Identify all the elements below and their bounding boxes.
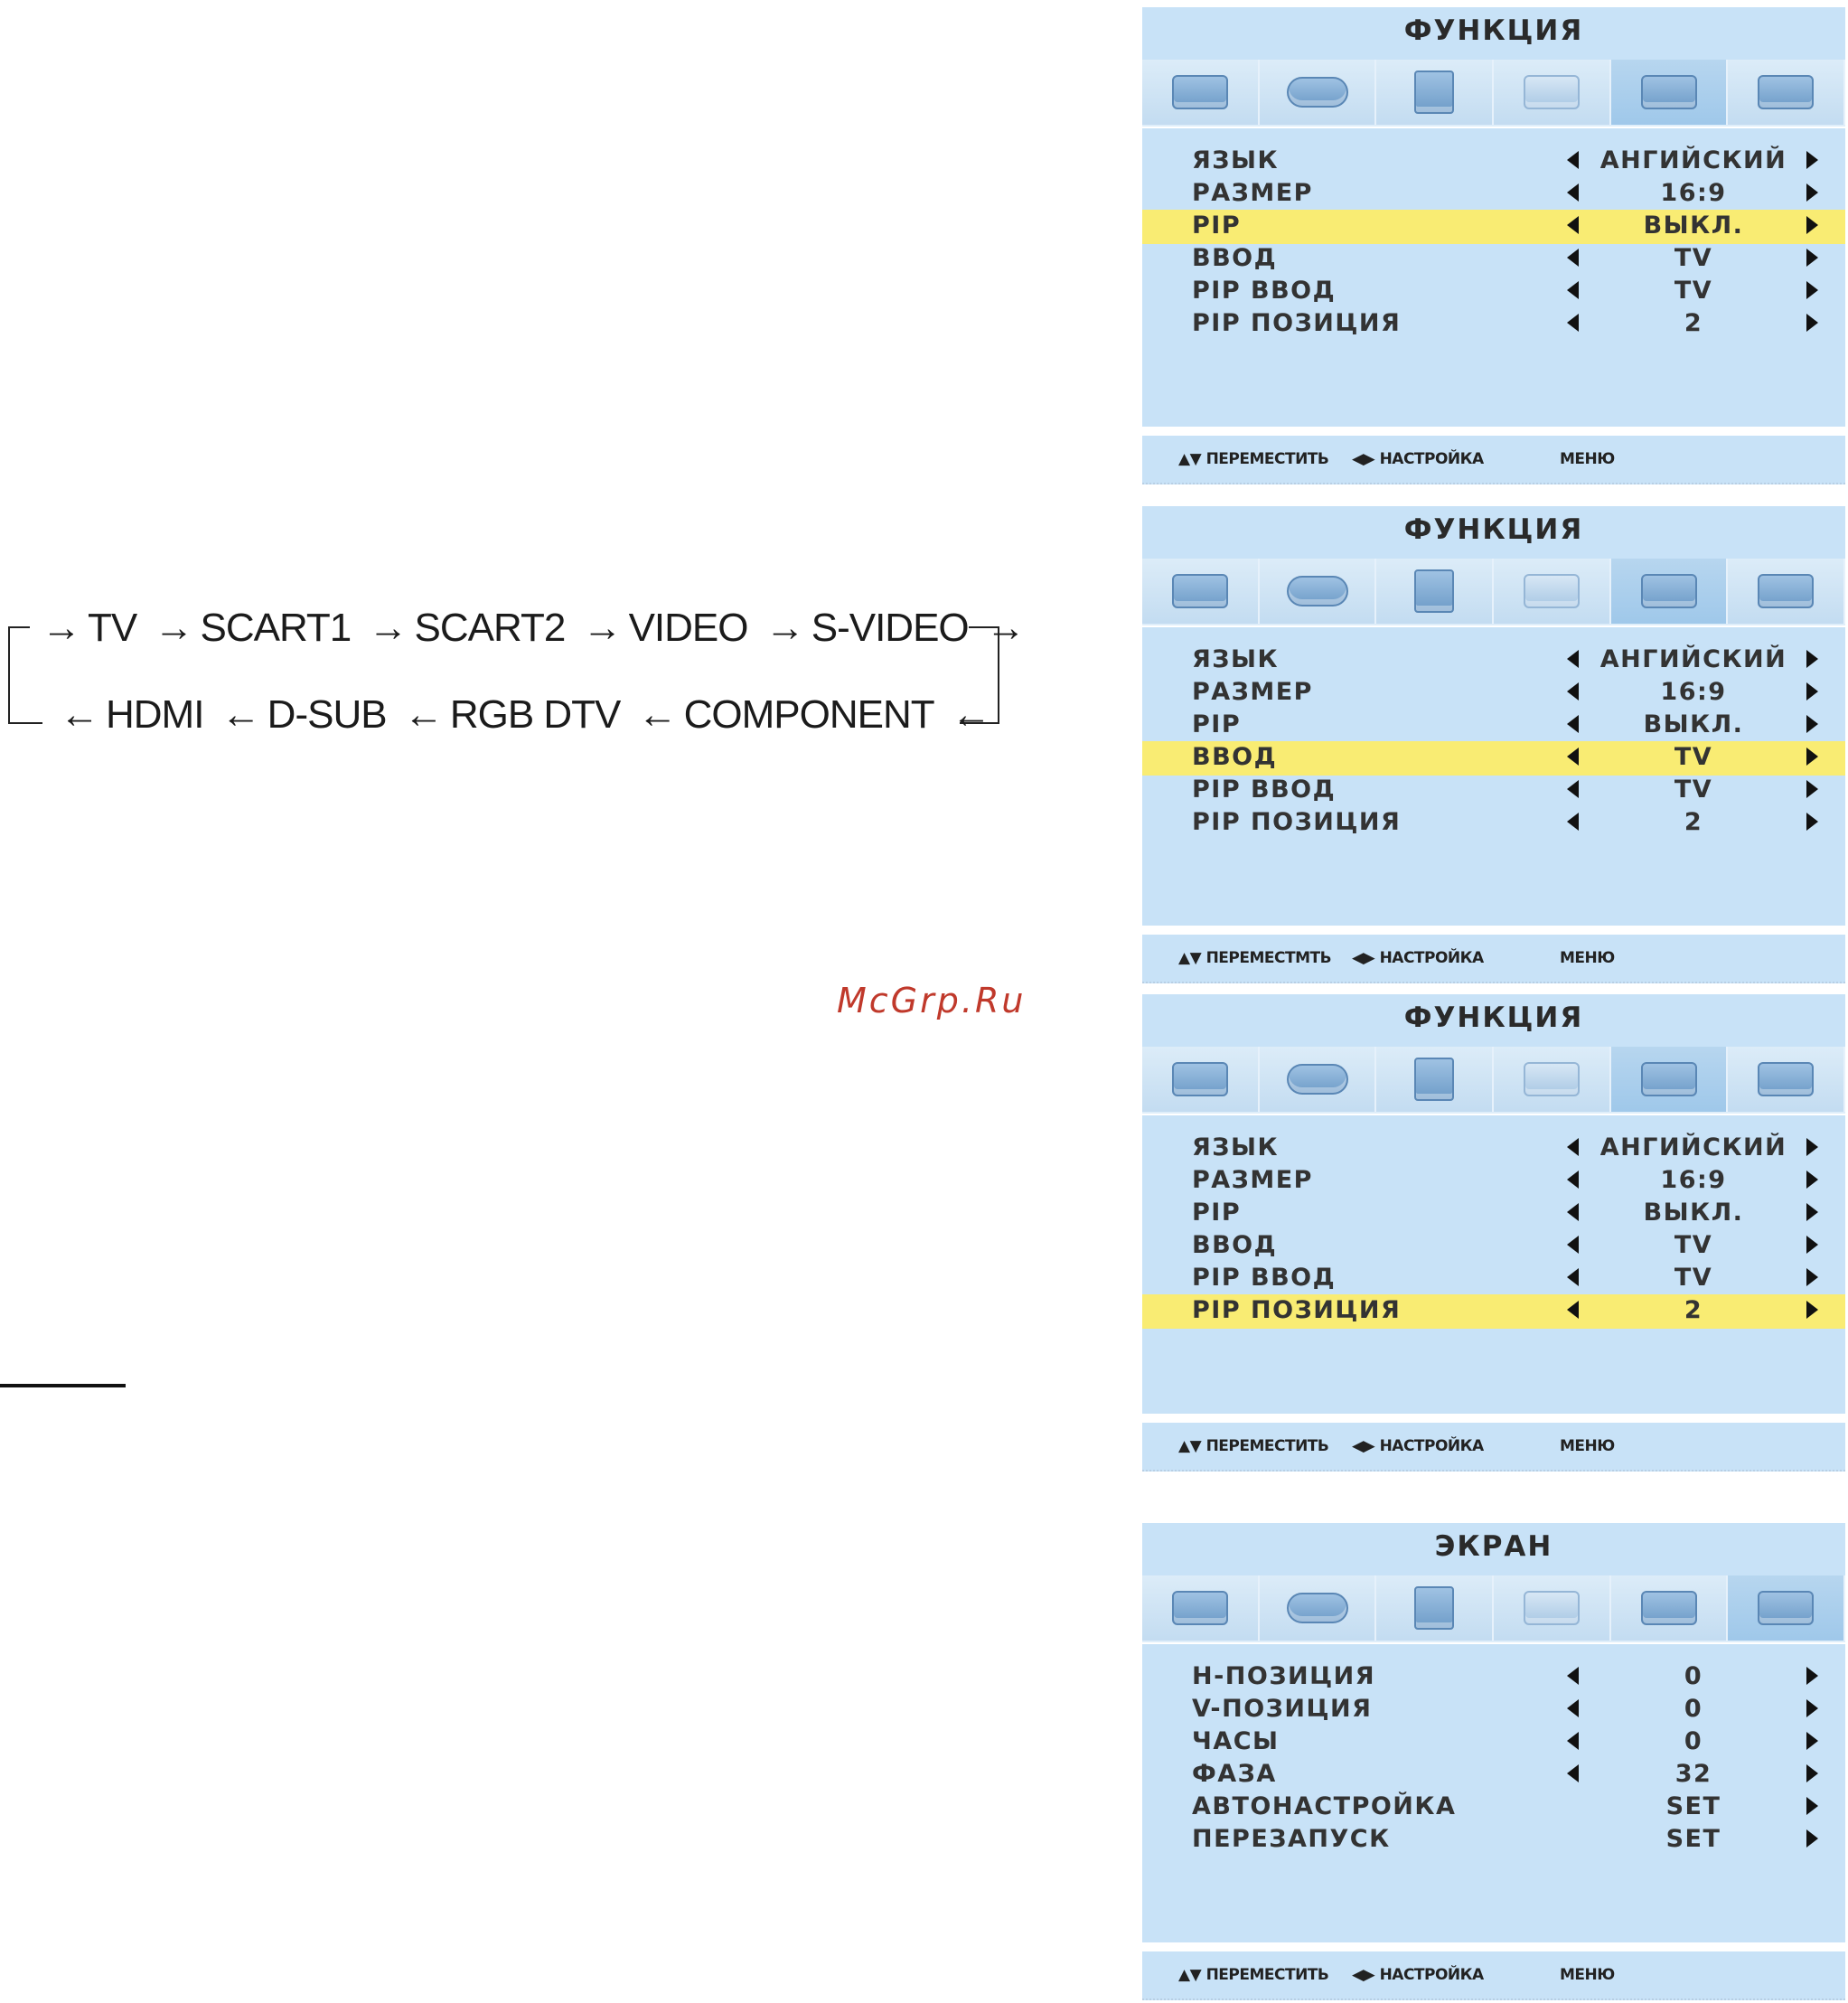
arrow-right-icon[interactable]: [1806, 1829, 1818, 1848]
menu-title: ЭКРАН: [1142, 1523, 1845, 1575]
cycle-bracket-left: [8, 626, 30, 724]
menu-footer-hints: [1142, 436, 1845, 484]
function-icon: [1641, 75, 1697, 109]
arrow-right-icon[interactable]: [1806, 1764, 1818, 1782]
arrow-right-icon: →: [582, 606, 622, 650]
menu-item[interactable]: [1142, 1262, 1845, 1296]
source-tv: TV: [88, 606, 137, 650]
function-icon: [1641, 574, 1697, 608]
menu-item-list: [1142, 1114, 1845, 1414]
arrow-left-icon[interactable]: [1567, 249, 1579, 267]
menu-item-value: 2: [1684, 309, 1703, 337]
arrow-right-icon[interactable]: [1806, 650, 1818, 668]
arrow-left-icon[interactable]: [1567, 1301, 1579, 1319]
hint-adjust: ◀▶ НАСТРОЙКА: [1352, 1966, 1484, 1984]
hint-move: ▲▼ ПЕРЕМЕСТМТЬ: [1178, 949, 1332, 967]
tab-function[interactable]: [1611, 559, 1729, 624]
arrow-left-icon[interactable]: [1567, 1764, 1579, 1782]
menu-item[interactable]: [1142, 1294, 1845, 1329]
tab-screen[interactable]: [1728, 559, 1845, 624]
arrow-right-icon[interactable]: [1806, 1171, 1818, 1189]
arrow-right-icon[interactable]: [1806, 314, 1818, 332]
menu-item-label: PIP: [1192, 1199, 1242, 1227]
arrow-right-icon[interactable]: [1806, 249, 1818, 267]
arrow-left-icon[interactable]: [1567, 748, 1579, 766]
menu-item-value: ВЫКЛ.: [1643, 710, 1744, 738]
cycle-row-forward: [38, 606, 1028, 651]
menu-item[interactable]: [1142, 644, 1845, 678]
hint-menu: МЕНЮ: [1560, 1966, 1615, 1984]
arrow-left-icon[interactable]: [1567, 281, 1579, 299]
tab-function[interactable]: [1611, 1047, 1729, 1112]
arrow-right-icon[interactable]: [1806, 780, 1818, 798]
osd-menu-4: [1142, 1523, 1845, 2000]
timer-icon: [1524, 574, 1580, 608]
menu-item[interactable]: [1142, 1229, 1845, 1264]
screen-icon: [1758, 574, 1814, 608]
menu-item[interactable]: [1142, 806, 1845, 841]
arrow-left-icon[interactable]: [1567, 715, 1579, 733]
arrow-right-icon[interactable]: [1806, 1301, 1818, 1319]
hint-menu: МЕНЮ: [1560, 949, 1615, 967]
menu-item-label: V-ПОЗИЦИЯ: [1192, 1695, 1373, 1723]
hint-menu: МЕНЮ: [1560, 1437, 1615, 1455]
menu-item-value: АНГИЙСКИЙ: [1599, 645, 1787, 673]
arrow-right-icon[interactable]: [1806, 1138, 1818, 1156]
menu-item-value: 0: [1684, 1662, 1703, 1690]
arrow-right-icon[interactable]: [1806, 748, 1818, 766]
tab-function[interactable]: [1611, 1575, 1729, 1641]
menu-item-label: ФАЗА: [1192, 1760, 1277, 1788]
menu-item-value: 0: [1684, 1695, 1703, 1723]
menu-item-value: ВЫКЛ.: [1643, 1199, 1744, 1227]
arrow-right-icon[interactable]: [1806, 1268, 1818, 1286]
menu-item-label: PIP ВВОД: [1192, 277, 1337, 305]
source-hdmi: HDMI: [106, 692, 204, 737]
menu-item-label: PIP ПОЗИЦИЯ: [1192, 1296, 1402, 1324]
arrow-left-icon: ←: [220, 692, 260, 737]
tab-channel[interactable]: [1376, 559, 1494, 624]
menu-footer-hints: [1142, 1951, 1845, 2000]
menu-item[interactable]: [1142, 774, 1845, 808]
arrow-right-icon: →: [368, 606, 408, 650]
menu-item-value: 16:9: [1660, 179, 1727, 207]
menu-item-value: 16:9: [1660, 678, 1727, 706]
arrow-left-icon[interactable]: [1567, 183, 1579, 202]
menu-item[interactable]: [1142, 307, 1845, 342]
channel-icon: [1414, 1058, 1454, 1101]
osd-menu-3: [1142, 994, 1845, 1472]
arrow-left-icon[interactable]: [1567, 1236, 1579, 1254]
menu-item-label: ЯЗЫК: [1192, 146, 1280, 174]
menu-item[interactable]: [1142, 1197, 1845, 1231]
menu-item-label: PIP ВВОД: [1192, 1264, 1337, 1292]
sound-icon: [1287, 1593, 1348, 1623]
source-video: VIDEO: [628, 606, 748, 650]
menu-footer-hints: [1142, 1423, 1845, 1472]
menu-item-label: Н-ПОЗИЦИЯ: [1192, 1662, 1376, 1690]
arrow-right-icon[interactable]: [1806, 281, 1818, 299]
arrow-right-icon[interactable]: [1806, 1732, 1818, 1750]
arrow-left-icon: ←: [637, 692, 677, 737]
arrow-right-icon[interactable]: [1806, 682, 1818, 701]
arrow-right-icon[interactable]: [1806, 216, 1818, 234]
arrow-left-icon[interactable]: [1567, 780, 1579, 798]
menu-item-list: [1142, 127, 1845, 427]
tab-sound[interactable]: [1260, 60, 1377, 125]
menu-item-label: PIP ПОЗИЦИЯ: [1192, 808, 1402, 836]
menu-tab-bar: [1142, 1047, 1845, 1114]
hint-move: ▲▼ ПЕРЕМЕСТИТЬ: [1178, 1437, 1329, 1455]
arrow-right-icon[interactable]: [1806, 813, 1818, 831]
arrow-left-icon[interactable]: [1567, 216, 1579, 234]
menu-item-value: TV: [1674, 277, 1713, 305]
menu-item-value: 2: [1684, 1296, 1703, 1324]
hint-move: ▲▼ ПЕРЕМЕСТИТЬ: [1178, 1966, 1329, 1984]
input-source-cycle-diagram: [0, 597, 1025, 750]
arrow-right-icon: →: [985, 606, 1025, 650]
menu-title: ФУНКЦИЯ: [1142, 994, 1845, 1047]
screen-icon: [1758, 1591, 1814, 1625]
arrow-left-icon[interactable]: [1567, 682, 1579, 701]
menu-item[interactable]: [1142, 145, 1845, 179]
arrow-left-icon[interactable]: [1567, 1732, 1579, 1750]
menu-item-value: ВЫКЛ.: [1643, 212, 1744, 240]
arrow-left-icon[interactable]: [1567, 1171, 1579, 1189]
menu-item-list: [1142, 1642, 1845, 1942]
tab-picture[interactable]: [1142, 1047, 1260, 1112]
menu-item-label: ВВОД: [1192, 244, 1278, 272]
osd-menu-2: [1142, 506, 1845, 983]
arrow-right-icon[interactable]: [1806, 183, 1818, 202]
menu-item-label: РАЗМЕР: [1192, 179, 1313, 207]
channel-icon: [1414, 1586, 1454, 1630]
watermark: McGrp.Ru: [837, 981, 1027, 1020]
arrow-left-icon: ←: [403, 692, 443, 737]
timer-icon: [1524, 1591, 1580, 1625]
channel-icon: [1414, 569, 1454, 613]
arrow-left-icon[interactable]: [1567, 1699, 1579, 1717]
arrow-right-icon[interactable]: [1806, 1236, 1818, 1254]
arrow-right-icon[interactable]: [1806, 1667, 1818, 1685]
source-d-sub: D-SUB: [267, 692, 387, 737]
menu-item[interactable]: [1142, 676, 1845, 710]
tab-picture[interactable]: [1142, 1575, 1260, 1641]
tab-screen[interactable]: [1728, 1575, 1845, 1641]
arrow-left-icon: ←: [951, 692, 990, 737]
picture-icon: [1172, 1591, 1228, 1625]
menu-item[interactable]: [1142, 1791, 1845, 1825]
menu-item-value: 2: [1684, 808, 1703, 836]
menu-item[interactable]: [1142, 242, 1845, 277]
source-scart2: SCART2: [414, 606, 566, 650]
arrow-left-icon[interactable]: [1567, 1667, 1579, 1685]
menu-item-list: [1142, 625, 1845, 926]
source-s-video: S-VIDEO: [811, 606, 969, 650]
osd-menu-1: [1142, 7, 1845, 484]
menu-item-value: 32: [1674, 1760, 1712, 1788]
menu-item[interactable]: [1142, 275, 1845, 309]
menu-item-label: ЯЗЫК: [1192, 1133, 1280, 1161]
hint-adjust: ◀▶ НАСТРОЙКА: [1352, 450, 1484, 468]
picture-icon: [1172, 75, 1228, 109]
arrow-right-icon: →: [765, 606, 804, 650]
menu-item-label: PIP ПОЗИЦИЯ: [1192, 309, 1402, 337]
tab-timer[interactable]: [1494, 559, 1611, 624]
menu-item-label: ЧАСЫ: [1192, 1727, 1280, 1755]
arrow-left-icon[interactable]: [1567, 650, 1579, 668]
tab-timer[interactable]: [1494, 1575, 1611, 1641]
hint-adjust: ◀▶ НАСТРОЙКА: [1352, 949, 1484, 967]
picture-icon: [1172, 1062, 1228, 1096]
menu-item[interactable]: [1142, 1758, 1845, 1792]
hint-move: ▲▼ ПЕРЕМЕСТИТЬ: [1178, 450, 1329, 468]
menu-item[interactable]: [1142, 177, 1845, 212]
arrow-right-icon[interactable]: [1806, 151, 1818, 169]
source-component: COMPONENT: [683, 692, 934, 737]
menu-item[interactable]: [1142, 210, 1845, 244]
menu-item[interactable]: [1142, 709, 1845, 743]
timer-icon: [1524, 1062, 1580, 1096]
tab-sound[interactable]: [1260, 1047, 1377, 1112]
tab-function[interactable]: [1611, 60, 1729, 125]
menu-item-value: TV: [1674, 743, 1713, 771]
menu-tab-bar: [1142, 60, 1845, 127]
menu-item-value: SET: [1665, 1825, 1721, 1853]
channel-icon: [1414, 71, 1454, 114]
menu-item-value: АНГИЙСКИЙ: [1599, 1133, 1787, 1161]
menu-item[interactable]: [1142, 1660, 1845, 1695]
cycle-row-backward: [56, 692, 994, 738]
menu-item-label: PIP: [1192, 212, 1242, 240]
menu-item-label: ВВОД: [1192, 1231, 1278, 1259]
menu-item-label: РАЗМЕР: [1192, 678, 1313, 706]
arrow-left-icon[interactable]: [1567, 314, 1579, 332]
arrow-right-icon[interactable]: [1806, 1203, 1818, 1221]
hint-menu: МЕНЮ: [1560, 450, 1615, 468]
source-rgb-dtv: RGB DTV: [449, 692, 621, 737]
arrow-left-icon[interactable]: [1567, 1203, 1579, 1221]
menu-tab-bar: [1142, 559, 1845, 625]
arrow-right-icon[interactable]: [1806, 1797, 1818, 1815]
tab-picture[interactable]: [1142, 559, 1260, 624]
menu-item-value: SET: [1665, 1792, 1721, 1820]
menu-item-value: TV: [1674, 244, 1713, 272]
tab-channel[interactable]: [1376, 60, 1494, 125]
menu-item-label: PIP: [1192, 710, 1242, 738]
function-icon: [1641, 1591, 1697, 1625]
timer-icon: [1524, 75, 1580, 109]
sound-icon: [1287, 576, 1348, 607]
menu-title: ФУНКЦИЯ: [1142, 506, 1845, 559]
screen-icon: [1758, 1062, 1814, 1096]
tab-channel[interactable]: [1376, 1575, 1494, 1641]
menu-item-value: TV: [1674, 776, 1713, 804]
arrow-right-icon[interactable]: [1806, 715, 1818, 733]
menu-item-label: ВВОД: [1192, 743, 1278, 771]
menu-item[interactable]: [1142, 1164, 1845, 1199]
hint-adjust: ◀▶ НАСТРОЙКА: [1352, 1437, 1484, 1455]
tab-screen[interactable]: [1728, 1047, 1845, 1112]
menu-item-label: ПЕРЕЗАПУСК: [1192, 1825, 1391, 1853]
menu-item-value: TV: [1674, 1231, 1713, 1259]
menu-item-label: ЯЗЫК: [1192, 645, 1280, 673]
tab-timer[interactable]: [1494, 1047, 1611, 1112]
tab-channel[interactable]: [1376, 1047, 1494, 1112]
tab-picture[interactable]: [1142, 60, 1260, 125]
menu-item[interactable]: [1142, 741, 1845, 776]
menu-item-value: АНГИЙСКИЙ: [1599, 146, 1787, 174]
divider-rule: [0, 1384, 126, 1387]
source-scart1: SCART1: [200, 606, 352, 650]
screen-icon: [1758, 75, 1814, 109]
arrow-left-icon[interactable]: [1567, 151, 1579, 169]
menu-item-label: АВТОНАСТРОЙКА: [1192, 1792, 1457, 1820]
menu-item-value: TV: [1674, 1264, 1713, 1292]
picture-icon: [1172, 574, 1228, 608]
menu-footer-hints: [1142, 935, 1845, 983]
menu-item[interactable]: [1142, 1132, 1845, 1166]
sound-icon: [1287, 77, 1348, 108]
arrow-left-icon[interactable]: [1567, 1138, 1579, 1156]
function-icon: [1641, 1062, 1697, 1096]
arrow-left-icon: ←: [60, 692, 98, 737]
arrow-left-icon[interactable]: [1567, 1268, 1579, 1286]
menu-item[interactable]: [1142, 1823, 1845, 1857]
menu-tab-bar: [1142, 1575, 1845, 1642]
menu-title: ФУНКЦИЯ: [1142, 7, 1845, 60]
tab-sound[interactable]: [1260, 559, 1377, 624]
tab-screen[interactable]: [1728, 60, 1845, 125]
arrow-right-icon: →: [154, 606, 193, 650]
arrow-left-icon[interactable]: [1567, 813, 1579, 831]
menu-item-label: PIP ВВОД: [1192, 776, 1337, 804]
arrow-right-icon[interactable]: [1806, 1699, 1818, 1717]
menu-item-value: 16:9: [1660, 1166, 1727, 1194]
arrow-right-icon: →: [42, 606, 80, 650]
menu-item-value: 0: [1684, 1727, 1703, 1755]
tab-timer[interactable]: [1494, 60, 1611, 125]
menu-item[interactable]: [1142, 1693, 1845, 1727]
tab-sound[interactable]: [1260, 1575, 1377, 1641]
menu-item[interactable]: [1142, 1726, 1845, 1760]
sound-icon: [1287, 1064, 1348, 1095]
menu-item-label: РАЗМЕР: [1192, 1166, 1313, 1194]
